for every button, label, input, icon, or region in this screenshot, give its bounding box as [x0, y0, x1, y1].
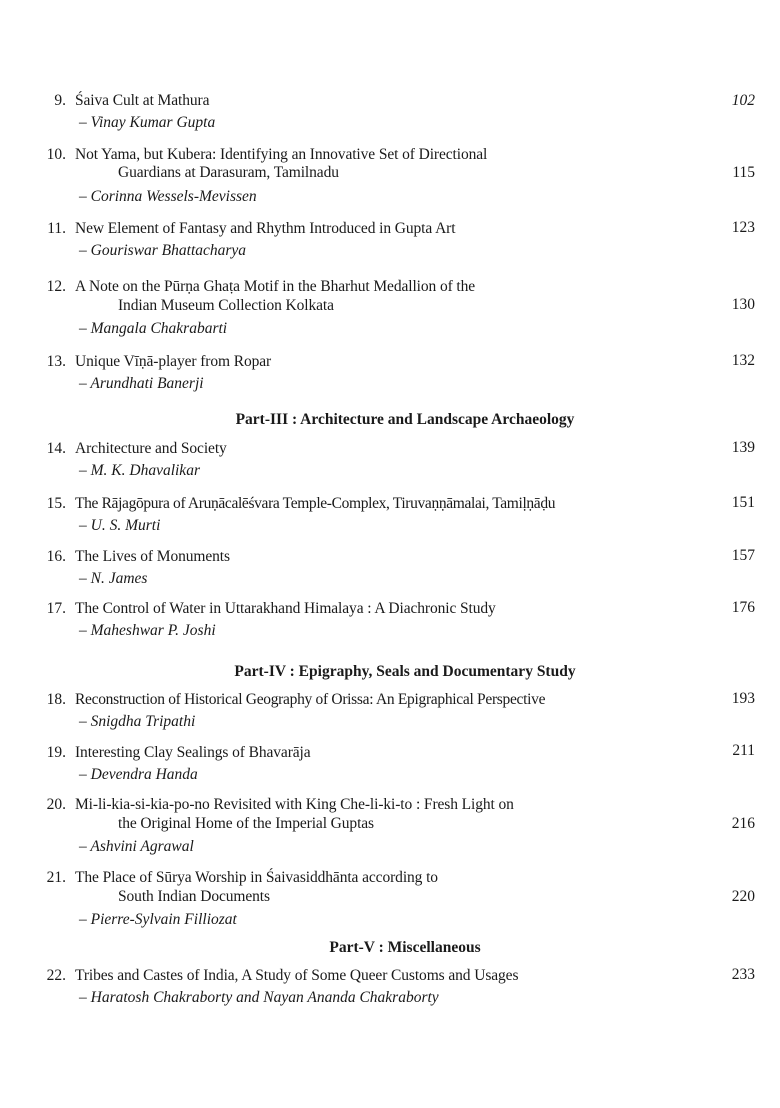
entry-page-number: 123: [731, 219, 755, 236]
entry-page-number: 176: [731, 599, 755, 616]
entry-page-number: 130: [731, 296, 755, 313]
entry-author: – Devendra Handa: [79, 766, 198, 783]
part-heading-iv: Part-IV : Epigraphy, Seals and Documentary Study: [234, 663, 576, 680]
entry-number: 19.: [46, 744, 66, 761]
entry-author: – Pierre-Sylvain Filliozat: [79, 911, 237, 928]
entry-author: – Gouriswar Bhattacharya: [79, 242, 247, 259]
entry-number: 13.: [46, 353, 66, 370]
entry-number: 22.: [46, 967, 66, 984]
entry-title-line-1: Not Yama, but Kubera: Identifying an Innovative Set of Directional: [75, 146, 488, 163]
entry-title-line-1: A Note on the Pūrṇa Ghaṭa Motif in the Bharhut Medallion of the: [75, 278, 476, 295]
entry-title: The Rājagōpura of Aruṇācalēśvara Temple-Complex, Tiruvaṇṇāmalai, Tamiḷṇāḍu: [75, 495, 556, 512]
entry-page-number: 115: [732, 164, 755, 181]
entry-author: – Snigdha Tripathi: [79, 713, 196, 730]
entry-page-number: 193: [731, 690, 755, 707]
entry-title: The Lives of Monuments: [75, 548, 230, 565]
entry-page-number: 132: [731, 352, 755, 369]
entry-author: – Haratosh Chakraborty and Nayan Ananda Chakraborty: [79, 989, 439, 1006]
part-heading-iii: Part-III : Architecture and Landscape Archaeology: [235, 411, 575, 428]
entry-author: – Vinay Kumar Gupta: [79, 114, 216, 131]
entry-title-line-2: Guardians at Darasuram, Tamilnadu: [118, 164, 339, 181]
entry-number: 9.: [54, 92, 66, 109]
entry-number: 18.: [46, 691, 66, 708]
entry-author: – Corinna Wessels-Mevissen: [79, 188, 257, 205]
entry-title: Interesting Clay Sealings of Bhavarāja: [75, 744, 311, 761]
entry-number: 16.: [46, 548, 66, 565]
entry-title: Tribes and Castes of India, A Study of Some Queer Customs and Usages: [75, 967, 519, 984]
entry-author: – Maheshwar P. Joshi: [79, 622, 216, 639]
entry-number: 21.: [46, 869, 66, 886]
entry-page-number: 151: [731, 494, 755, 511]
entry-page-number: 216: [731, 815, 755, 832]
entry-page-number: 220: [731, 888, 755, 905]
part-heading-v: Part-V : Miscellaneous: [329, 939, 481, 956]
entry-title-line-2: Indian Museum Collection Kolkata: [118, 297, 334, 314]
entry-author: – N. James: [79, 570, 148, 587]
entry-number: 14.: [46, 440, 66, 457]
entry-author: – Arundhati Banerji: [79, 375, 204, 392]
entry-title-line-1: Mi-li-kia-si-kia-po-no Revisited with King Che-li-ki-to : Fresh Light on: [75, 796, 514, 813]
entry-number: 20.: [46, 796, 66, 813]
entry-title-line-1: The Place of Sūrya Worship in Śaivasiddhānta according to: [75, 869, 438, 886]
entry-title: The Control of Water in Uttarakhand Himalaya : A Diachronic Study: [75, 600, 496, 617]
entry-title: New Element of Fantasy and Rhythm Introduced in Gupta Art: [75, 220, 456, 237]
entry-number: 10.: [46, 146, 66, 163]
entry-page-number: 157: [731, 547, 755, 564]
entry-number: 17.: [46, 600, 66, 617]
entry-title: Śaiva Cult at Mathura: [75, 92, 210, 109]
entry-title: Reconstruction of Historical Geography of Orissa: An Epigraphical Perspective: [75, 691, 546, 708]
entry-number: 15.: [46, 495, 66, 512]
entry-author: – M. K. Dhavalikar: [79, 462, 200, 479]
entry-page-number: 139: [731, 439, 755, 456]
entry-author: – U. S. Murti: [79, 517, 161, 534]
entry-page-number: 102: [731, 92, 755, 109]
entry-title: Architecture and Society: [75, 440, 227, 457]
entry-page-number: 233: [731, 966, 755, 983]
entry-page-number: 211: [732, 742, 755, 759]
entry-number: 11.: [47, 220, 66, 237]
entry-title: Unique Vīṇā-player from Ropar: [75, 353, 272, 370]
entry-title-line-2: South Indian Documents: [118, 888, 270, 905]
entry-author: – Ashvini Agrawal: [79, 838, 194, 855]
entry-title-line-2: the Original Home of the Imperial Guptas: [118, 815, 374, 832]
entry-author: – Mangala Chakrabarti: [79, 320, 228, 337]
entry-number: 12.: [46, 278, 66, 295]
